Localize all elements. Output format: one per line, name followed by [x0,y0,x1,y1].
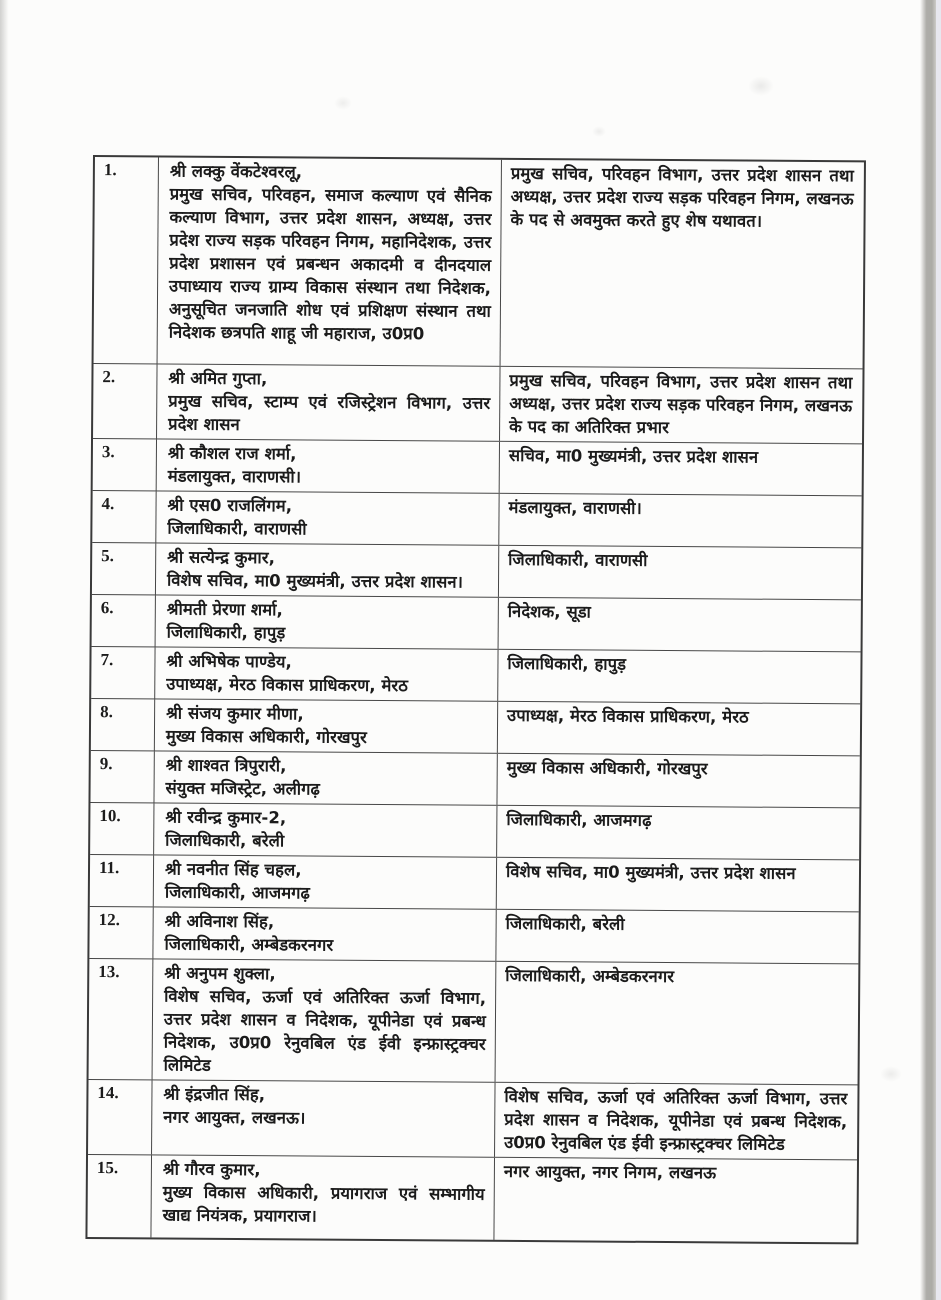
officer-cell [151,1155,495,1239]
scan-right-edge-strip [936,0,941,1300]
officer-name: श्रीमती प्रेरणा शर्मा, [166,599,283,620]
scan-right-edge-shadow [920,0,936,1300]
serial-number-cell [92,595,156,646]
table-row [93,439,862,496]
officer-cell [152,1080,496,1156]
serial-number-cell [92,491,156,542]
officer-name: श्री कौशल राज शर्मा, [167,443,297,464]
new-posting: जिलाधिकारी, अम्बेडकरनगर [505,965,675,987]
new-posting: जिलाधिकारी, बरेली [505,913,625,934]
officer-cell [158,157,502,365]
table-row [90,803,859,860]
officer-cell [153,907,496,960]
officer-cell [154,803,497,856]
new-posting-cell [497,858,859,912]
serial-number-cell [92,543,156,594]
table-row [91,647,860,704]
serial-number-cell [90,803,154,854]
serial-number-cell [90,751,154,802]
new-posting: विशेष सचिव, ऊर्जा एवं अतिरिक्त ऊर्जा विभाग, उत्तर प्रदेश शासन व निदेशक, यूपीनेडा एवं प्रबन्ध निदेशक, उ0प्र0 रेनुवबिल एंड ईवी इन्फ्रास्ट्रक्चर लिमिटेड [504,1086,848,1154]
officer-name: श्री लक्कु वेंकटेश्वरलू, [169,161,303,182]
table-row [92,595,861,652]
serial-number-cell [89,907,153,958]
serial-number-cell [88,1080,153,1154]
scan-smudge [748,76,774,96]
serial-number: 2. [102,367,116,387]
serial-number: 15. [96,1158,119,1178]
serial-number: 11. [98,858,120,878]
new-posting-cell [496,962,859,1085]
officer-name: श्री रवीन्द्र कुमार-2, [165,807,287,828]
serial-number: 9. [99,754,113,774]
table-row [89,907,858,964]
current-posting: मुख्य विकास अधिकारी, गोरखपुर [165,726,367,747]
serial-number: 13. [98,962,120,982]
officer-cell [155,699,498,752]
scan-smudge [592,126,606,137]
new-posting: जिलाधिकारी, वाराणसी [508,549,648,570]
scan-smudge [880,1066,902,1082]
new-posting-cell [495,1083,858,1160]
serial-number: 1. [103,160,117,180]
current-posting: विशेष सचिव, मा0 मुख्यमंत्री, उत्तर प्रदेश शासन। [166,570,464,592]
current-posting: प्रमुख सचिव, स्टाम्प एवं रजिस्ट्रेशन विभाग, उत्तर प्रदेश शासन [168,391,491,435]
current-posting: जिलाधिकारी, हापुड़ [166,622,286,643]
table-row [90,751,859,808]
officer-name: श्री शाश्वत त्रिपुरारी, [165,755,287,776]
officer-name: श्री एस0 राजलिंगम, [167,495,293,516]
table-row [91,699,860,756]
new-posting: प्रमुख सचिव, परिवहन विभाग, उत्तर प्रदेश शासन तथा अध्यक्ष, उत्तर प्रदेश राज्य सड़क परिवहन निगम, लखनऊ के पद का अतिरिक्त प्रभार [509,370,853,438]
new-posting-cell [498,650,860,704]
serial-number: 5. [101,546,115,566]
officer-cell [157,439,500,492]
table-row [90,855,859,912]
table-row [89,959,859,1085]
current-posting: संयुक्त मजिस्ट्रेट, अलीगढ़ [165,778,321,799]
officer-name: श्री संजय कुमार मीणा, [166,703,304,724]
new-posting-cell [499,494,861,548]
serial-number-cell [93,439,157,490]
current-posting: मुख्य विकास अधिकारी, प्रयागराज एवं सम्भागीय खाद्य नियंत्रक, प्रयागराज। [162,1182,485,1226]
new-posting: प्रमुख सचिव, परिवहन विभाग, उत्तर प्रदेश शासन तथा अध्यक्ष, उत्तर प्रदेश राज्य सड़क परिवहन निगम, लखनऊ के पद से अवमुक्त करते हुए शेष यथावत। [510,163,854,231]
new-posting-cell [501,160,864,369]
new-posting-cell [499,598,861,652]
serial-number: 3. [101,442,115,462]
table-row [92,491,861,548]
serial-number-cell [91,647,155,698]
officer-name: श्री अभिषेक पाण्डेय, [166,651,293,672]
serial-number: 14. [97,1083,119,1103]
current-posting: उपाध्यक्ष, मेरठ विकास प्राधिकरण, मेरठ [166,674,409,696]
serial-number: 6. [100,598,114,618]
serial-number-cell [87,1155,152,1237]
current-posting: प्रमुख सचिव, परिवहन, समाज कल्याण एवं सैनिक कल्याण विभाग, उत्तर प्रदेश शासन, अध्यक्ष, उत्तर प्रदेश राज्य सड़क परिवहन निगम, महानिदेशक, उत्तर प्रदेश प्रशासन एवं प्रबन्धन अकादमी व दीनदयाल उपाध्याय राज्य ग्राम्य विकास संस्थान तथा निदेशक, अनुसूचित जनजाति शोध एवं प्रशिक्षण संस्थान तथा निदेशक छत्रपति शाहू जी महाराज, उ0प्र0 [168,184,492,344]
officer-name: श्री नवनीत सिंह चहल, [164,859,302,880]
officer-name: श्री अविनाश सिंह, [164,911,275,932]
serial-number: 8. [100,702,113,722]
new-posting: उपाध्यक्ष, मेरठ विकास प्राधिकरण, मेरठ [507,705,749,727]
table-row [92,543,861,600]
new-posting-cell [496,910,858,964]
officer-name: श्री अमित गुप्ता, [168,368,268,389]
officer-cell [153,959,497,1081]
serial-number: 10. [99,806,121,826]
new-posting-cell [500,367,863,444]
officer-name: श्री इंद्रजीत सिंह, [163,1084,266,1105]
officer-name: श्री अनुपम शुक्ला, [164,963,276,984]
new-posting: सचिव, मा0 मुख्यमंत्री, उत्तर प्रदेश शासन [508,445,759,467]
transfer-table [85,155,866,1244]
new-posting-cell [500,442,862,496]
new-posting: जिलाधिकारी, आजमगढ़ [506,809,652,830]
new-posting-cell [497,754,859,808]
officer-cell [154,751,497,804]
officer-cell [156,595,499,648]
table-row [94,157,864,369]
serial-number: 4. [101,494,115,514]
serial-number: 7. [100,650,114,670]
serial-number-cell [90,855,154,906]
officer-cell [156,491,499,544]
officer-name: श्री सत्येन्द्र कुमार, [167,547,276,568]
officer-cell [156,543,499,596]
new-posting-cell [498,702,860,756]
serial-number: 12. [98,910,120,930]
table-row [93,364,863,444]
new-posting: विशेष सचिव, मा0 मुख्यमंत्री, उत्तर प्रदेश शासन [505,861,796,883]
new-posting-cell [499,546,861,600]
new-posting: निदेशक, सूडा [507,601,592,622]
current-posting: जिलाधिकारी, वाराणसी [167,518,307,539]
serial-number-cell [89,959,154,1079]
current-posting: जिलाधिकारी, बरेली [165,830,285,851]
table-row [88,1080,858,1160]
current-posting: जिलाधिकारी, अम्बेडकरनगर [164,934,334,955]
officer-cell [155,647,498,700]
serial-number-cell [91,699,155,750]
current-posting: विशेष सचिव, ऊर्जा एवं अतिरिक्त ऊर्जा विभाग, उत्तर प्रदेश शासन व निदेशक, यूपीनेडा एवं प्रबन्ध निदेशक, उ0प्र0 रेनुवबिल एंड ईवी इन्फ्रास्ट्रक्चर लिमिटेड [163,986,487,1075]
officer-cell [154,855,497,908]
table-row [87,1155,857,1242]
serial-number-cell [93,364,158,438]
scan-left-edge-shadow [0,0,10,1300]
current-posting: नगर आयुक्त, लखनऊ। [163,1107,306,1128]
officer-name: श्री गौरव कुमार, [162,1159,261,1180]
new-posting-cell [497,806,859,860]
serial-number-cell [94,157,159,363]
current-posting: मंडलायुक्त, वाराणसी। [167,466,302,487]
scan-smudge [334,96,352,110]
new-posting: मुख्य विकास अधिकारी, गोरखपुर [506,757,708,779]
new-posting: मंडलायुक्त, वाराणसी। [508,497,642,518]
new-posting-cell [494,1158,857,1243]
officer-cell [157,364,501,440]
new-posting: जिलाधिकारी, हापुड़ [507,653,627,674]
new-posting: नगर आयुक्त, नगर निगम, लखनऊ [503,1161,717,1183]
current-posting: जिलाधिकारी, आजमगढ़ [164,882,311,903]
